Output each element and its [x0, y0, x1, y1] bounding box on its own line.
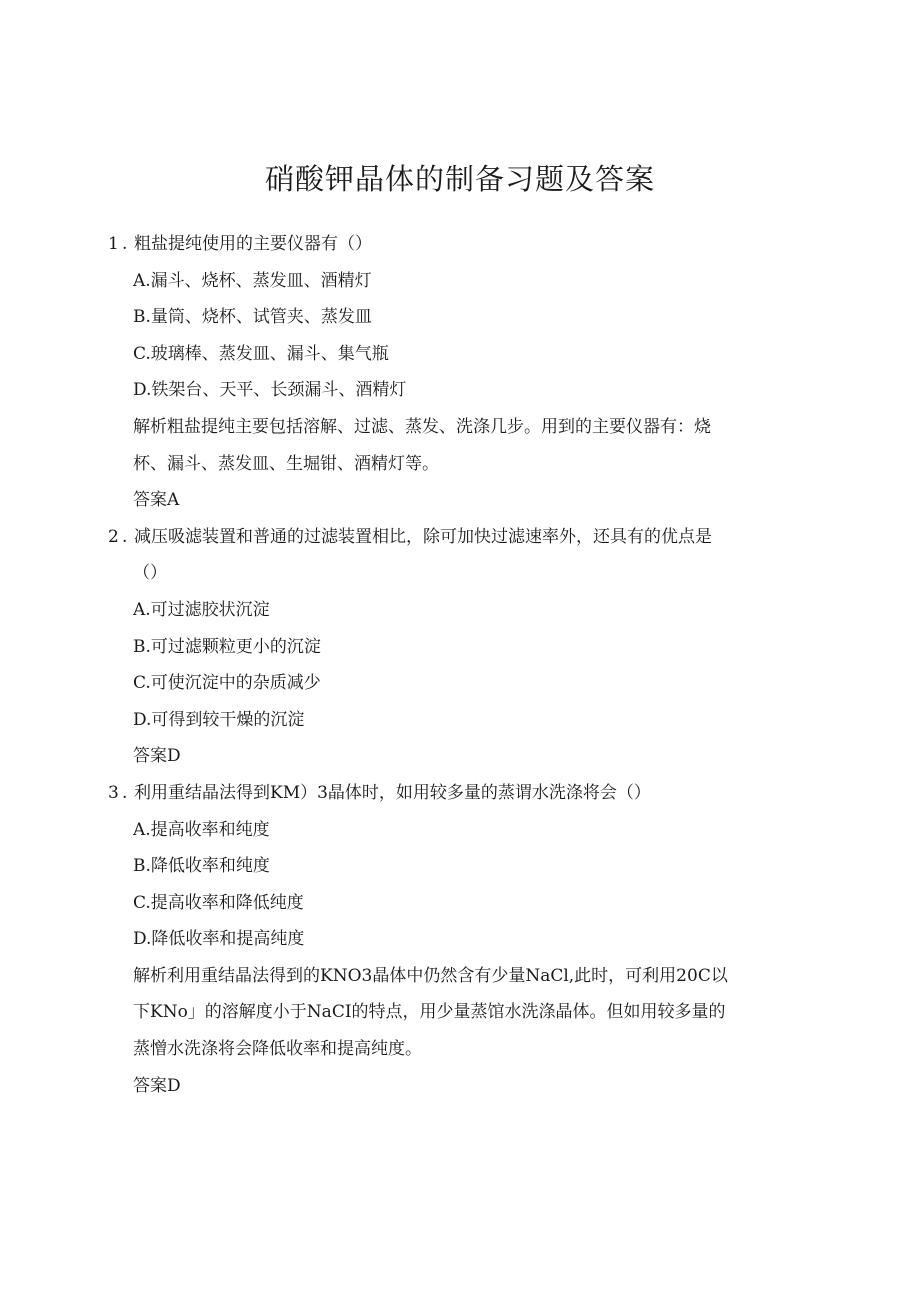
- answer: 答案D: [133, 746, 181, 767]
- question-stem: 3 . 利用重结晶法得到KM）3晶体时，如用较多量的蒸谓水洗涤将会（）: [0, 775, 920, 812]
- question-number: 3: [108, 782, 119, 803]
- question-text: 粗盐提纯使用的主要仪器有（）: [134, 234, 372, 254]
- document-title: 硝酸钾晶体的制备习题及答案: [264, 162, 655, 196]
- question-text: 利用重结晶法得到KM）3晶体时，如用较多量的蒸谓水洗涤将会（）: [134, 782, 651, 803]
- option-c: C.玻璃棒、蒸发皿、漏斗、集气瓶: [133, 343, 389, 364]
- option-d: D.可得到较干燥的沉淀: [133, 709, 305, 730]
- question-1: [0, 226, 920, 519]
- document-body: [0, 226, 920, 1104]
- question-3: [0, 775, 920, 1104]
- analysis-line: 蒸憎水洗涤将会降低收率和提高纯度。: [133, 1039, 422, 1060]
- option-c: C.提高收率和降低纯度: [133, 892, 304, 913]
- question-number: 1: [108, 234, 119, 254]
- option-b: B.量筒、烧杯、试管夹、蒸发皿: [133, 307, 372, 328]
- option-c: C.可使沉淀中的杂质减少: [133, 673, 321, 694]
- option-a: A.漏斗、烧杯、蒸发皿、酒精灯: [133, 270, 372, 291]
- question-number: 2: [108, 526, 119, 547]
- answer: 答案D: [133, 1075, 181, 1096]
- question-stem-continuation: （）: [133, 563, 167, 584]
- option-d: D.铁架台、天平、长颈漏斗、酒精灯: [133, 380, 407, 401]
- option-b: B.可过滤颗粒更小的沉淀: [133, 636, 321, 657]
- analysis-line: 解析粗盐提纯主要包括溶解、过滤、蒸发、洗涤几步。用到的主要仪器有：烧: [133, 416, 711, 437]
- analysis-line: 下KNo」的溶解度小于NaCI的特点，用少量蒸馆水洗涤晶体。但如用较多量的: [133, 1002, 726, 1023]
- analysis-line: 杯、漏斗、蒸发皿、生堀钳、酒精灯等。: [133, 453, 439, 474]
- analysis-line: 解析利用重结晶法得到的KNO3晶体中仍然含有少量NaCl,此时，可利用20C以: [133, 965, 728, 986]
- question-text: 减压吸滤装置和普通的过滤装置相比，除可加快过滤速率外，还具有的优点是: [134, 526, 712, 547]
- answer: 答案A: [133, 490, 180, 511]
- question-stem: 2 . 减压吸滤装置和普通的过滤装置相比，除可加快过滤速率外，还具有的优点是: [0, 519, 920, 556]
- option-a: A.可过滤胶状沉淀: [133, 599, 270, 620]
- question-2: [0, 519, 920, 775]
- question-stem: 1 . 粗盐提纯使用的主要仪器有（）: [0, 226, 920, 263]
- option-d: D.降低收率和提高纯度: [133, 929, 305, 950]
- option-b: B.降低收率和纯度: [133, 856, 270, 877]
- option-a: A.提高收率和纯度: [133, 819, 270, 840]
